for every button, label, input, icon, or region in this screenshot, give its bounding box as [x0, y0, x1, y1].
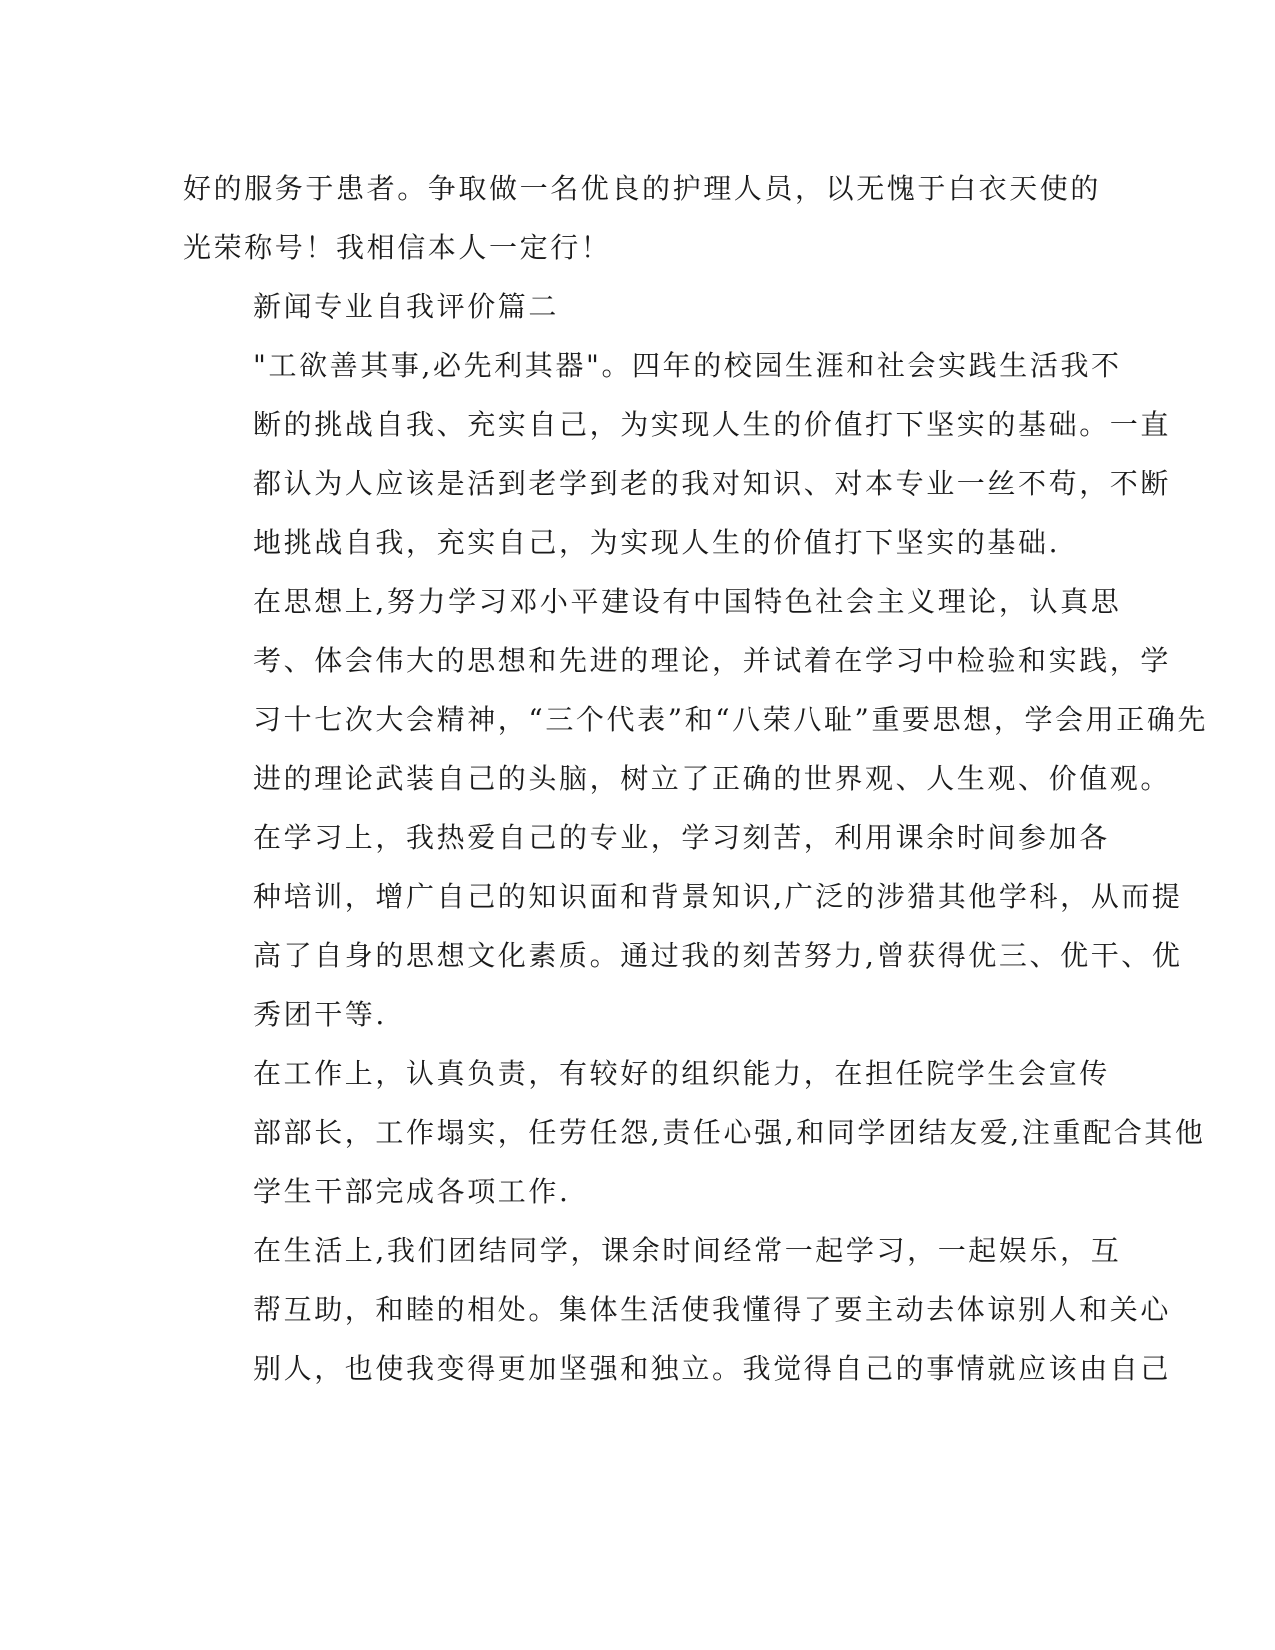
paragraph-work	[183, 1044, 1206, 1221]
text-line: 种培训，增广自己的知识面和背景知识,广泛的涉猎其他学科，从而提	[253, 880, 1183, 913]
text-line: 断的挑战自我、充实自己，为实现人生的价值打下坚实的基础。一直	[253, 408, 1172, 441]
text-line: 光荣称号！我相信本人一定行！	[183, 231, 612, 264]
text-line: 别人，也使我变得更加坚强和独立。我觉得自己的事情就应该由自己	[253, 1352, 1172, 1385]
paragraph-intro	[183, 336, 1172, 572]
paragraph-thought	[183, 572, 1209, 808]
text-line: 秀团干等.	[253, 998, 387, 1031]
text-line: 考、体会伟大的思想和先进的理论，并试着在学习中检验和实践，学	[253, 644, 1172, 677]
paragraph-study	[183, 808, 1183, 1044]
text-line: 在学习上，我热爱自己的专业，学习刻苦，利用课余时间参加各	[253, 821, 1110, 854]
text-line: 学生干部完成各项工作.	[253, 1175, 571, 1208]
heading-text: 新闻专业自我评价篇二	[253, 290, 560, 323]
text-line: 在工作上，认真负责，有较好的组织能力，在担任院学生会宣传	[253, 1057, 1110, 1090]
text-line: 在思想上,努力学习邓小平建设有中国特色社会主义理论，认真思	[253, 585, 1122, 618]
text-line: 帮互助，和睦的相处。集体生活使我懂得了要主动去体谅别人和关心	[253, 1293, 1172, 1326]
text-line: 部部长，工作塌实，任劳任怨,责任心强,和同学团结友爱,注重配合其他	[253, 1116, 1206, 1149]
text-line: 高了自身的思想文化素质。通过我的刻苦努力,曾获得优三、优干、优	[253, 939, 1183, 972]
text-line: 在生活上,我们团结同学，课余时间经常一起学习，一起娱乐，互	[253, 1234, 1122, 1267]
document-body	[183, 159, 1209, 1398]
text-line: 好的服务于患者。争取做一名优良的护理人员，以无愧于白衣天使的	[183, 172, 1102, 205]
text-line: 进的理论武装自己的头脑，树立了正确的世界观、人生观、价值观。	[253, 762, 1172, 795]
paragraph-life	[183, 1221, 1172, 1398]
text-line: 都认为人应该是活到老学到老的我对知识、对本专业一丝不苟，不断	[253, 467, 1172, 500]
paragraph-closing	[183, 159, 1102, 277]
text-line: "工欲善其事,必先利其器"。四年的校园生涯和社会实践生活我不	[253, 349, 1122, 382]
text-line: 习十七次大会精神，“三个代表”和“八荣八耻”重要思想，学会用正确先	[253, 703, 1209, 736]
text-line: 地挑战自我，充实自己，为实现人生的价值打下坚实的基础.	[253, 526, 1061, 559]
section-heading	[183, 277, 1043, 336]
